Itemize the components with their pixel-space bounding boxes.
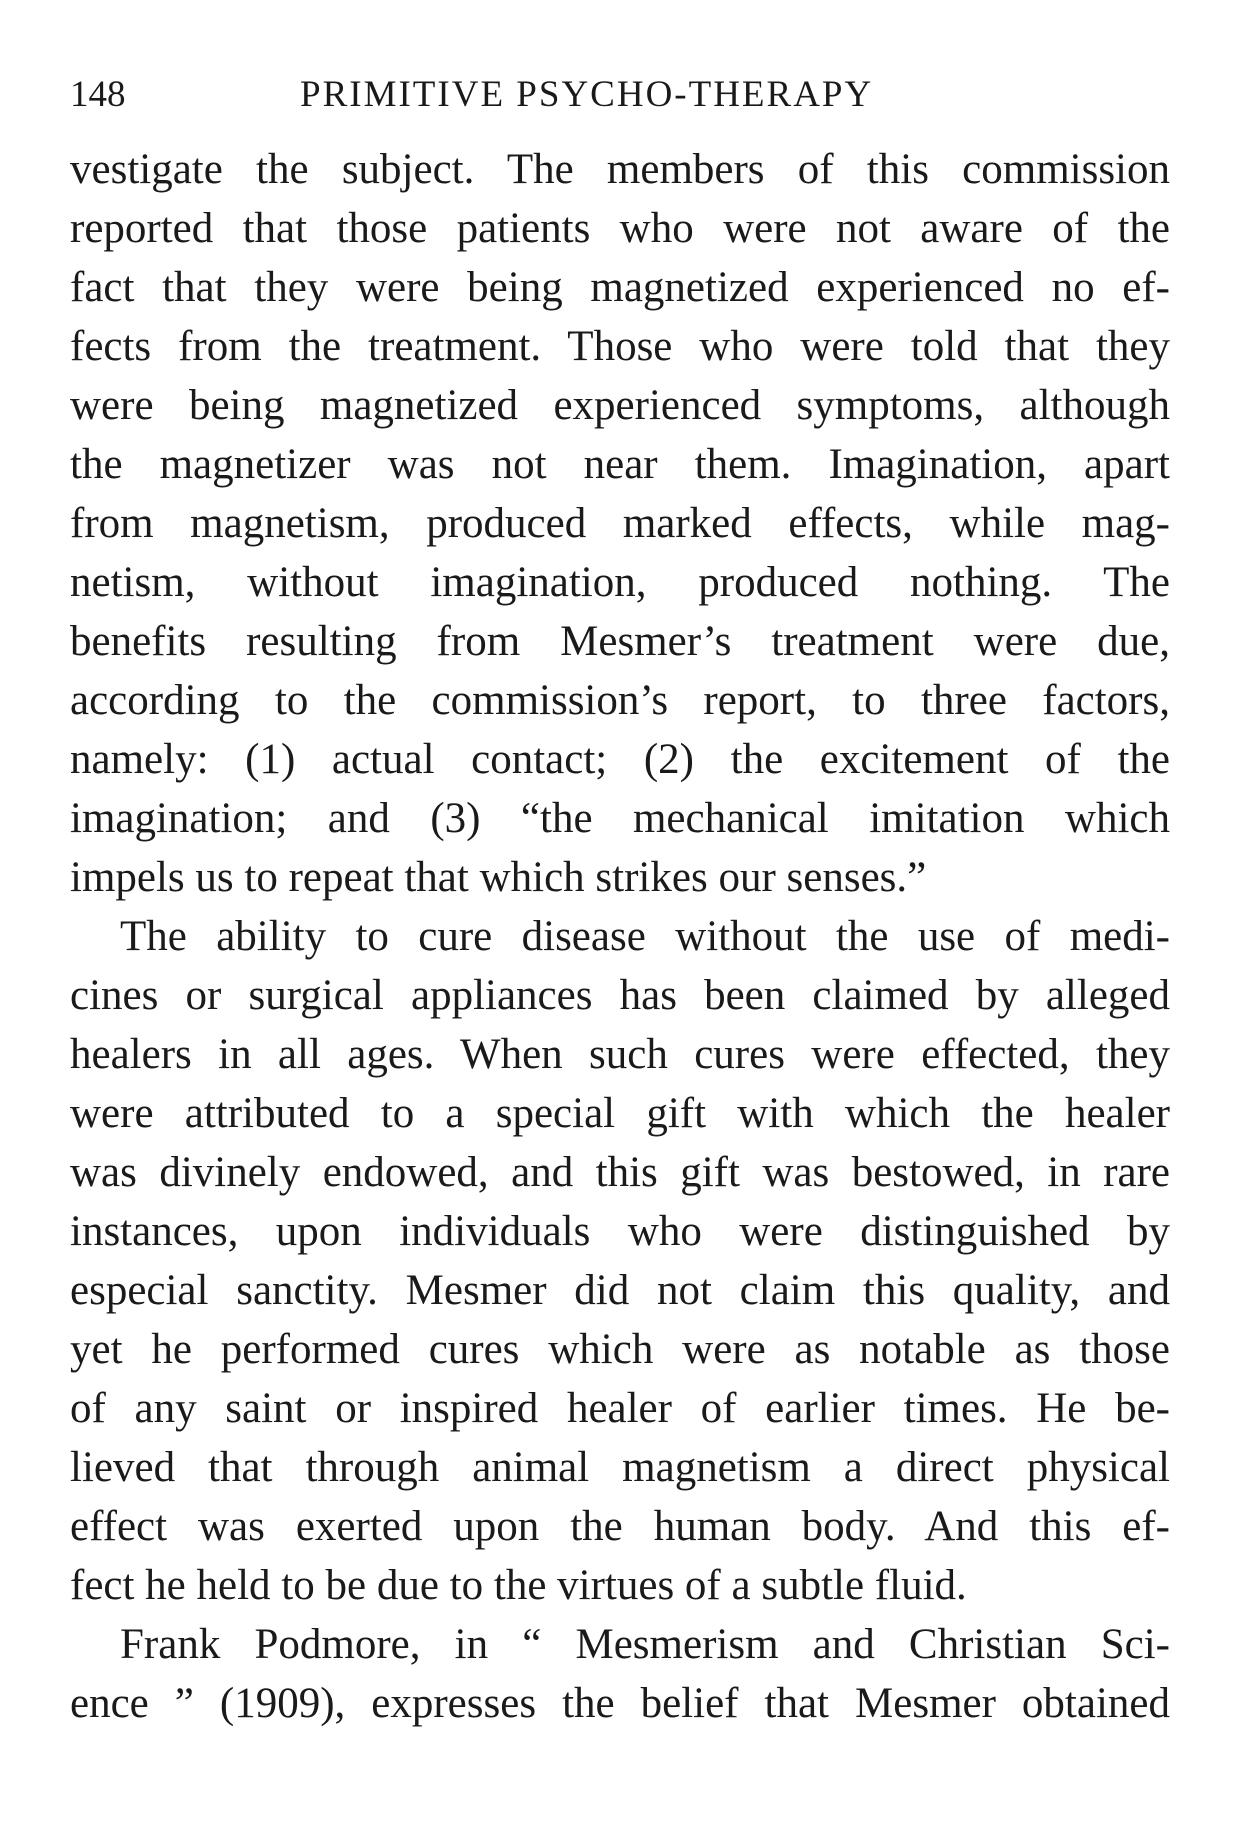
text-line: Frank Podmore, in “ Mesmerism and Christian Sci-	[120, 1621, 1170, 1668]
text-line: impels us to repeat that which strikes our senses.”	[70, 854, 927, 901]
text-line: healers in all ages. When such cures were effected, they	[70, 1031, 1170, 1078]
text-line: effect was exerted upon the human body. And this ef-	[70, 1503, 1170, 1550]
text-line: from magnetism, produced marked effects, while mag-	[70, 500, 1170, 547]
text-line: fect he held to be due to the virtues of a subtle fluid.	[70, 1562, 967, 1609]
text-line: fact that they were being magnetized experienced no ef-	[70, 264, 1170, 311]
text-line: was divinely endowed, and this gift was bestowed, in rare	[70, 1149, 1170, 1196]
text-line: imagination; and (3) “the mechanical imitation which	[70, 795, 1170, 842]
text-line: cines or surgical appliances has been claimed by alleged	[70, 972, 1170, 1019]
text-line: netism, without imagination, produced nothing. The	[70, 559, 1170, 606]
text-line: benefits resulting from Mesmer’s treatment were due,	[70, 618, 1170, 665]
text-line: yet he performed cures which were as notable as those	[70, 1326, 1170, 1373]
text-line: The ability to cure disease without the use of medi-	[120, 913, 1170, 960]
text-line: were being magnetized experienced symptoms, although	[70, 382, 1170, 429]
text-line: lieved that through animal magnetism a direct physical	[70, 1444, 1170, 1491]
text-line: ence ” (1909), expresses the belief that Mesmer obtained	[70, 1680, 1170, 1727]
text-line: the magnetizer was not near them. Imagination, apart	[70, 441, 1170, 488]
text-line: vestigate the subject. The members of this commission	[70, 146, 1170, 193]
text-line: instances, upon individuals who were distinguished by	[70, 1208, 1170, 1255]
text-line: reported that those patients who were not aware of the	[70, 205, 1170, 252]
text-line: namely: (1) actual contact; (2) the excitement of the	[70, 736, 1170, 783]
page-number: 148	[70, 74, 126, 115]
body-text	[70, 140, 1170, 1733]
running-head	[70, 70, 1170, 120]
text-line: of any saint or inspired healer of earlier times. He be-	[70, 1385, 1170, 1432]
text-line: according to the commission’s report, to three factors,	[70, 677, 1170, 724]
text-line: especial sanctity. Mesmer did not claim this quality, and	[70, 1267, 1170, 1314]
text-line: were attributed to a special gift with which the healer	[70, 1090, 1170, 1137]
running-title: PRIMITIVE PSYCHO-THERAPY	[300, 74, 874, 115]
text-line: fects from the treatment. Those who were told that they	[70, 323, 1170, 370]
